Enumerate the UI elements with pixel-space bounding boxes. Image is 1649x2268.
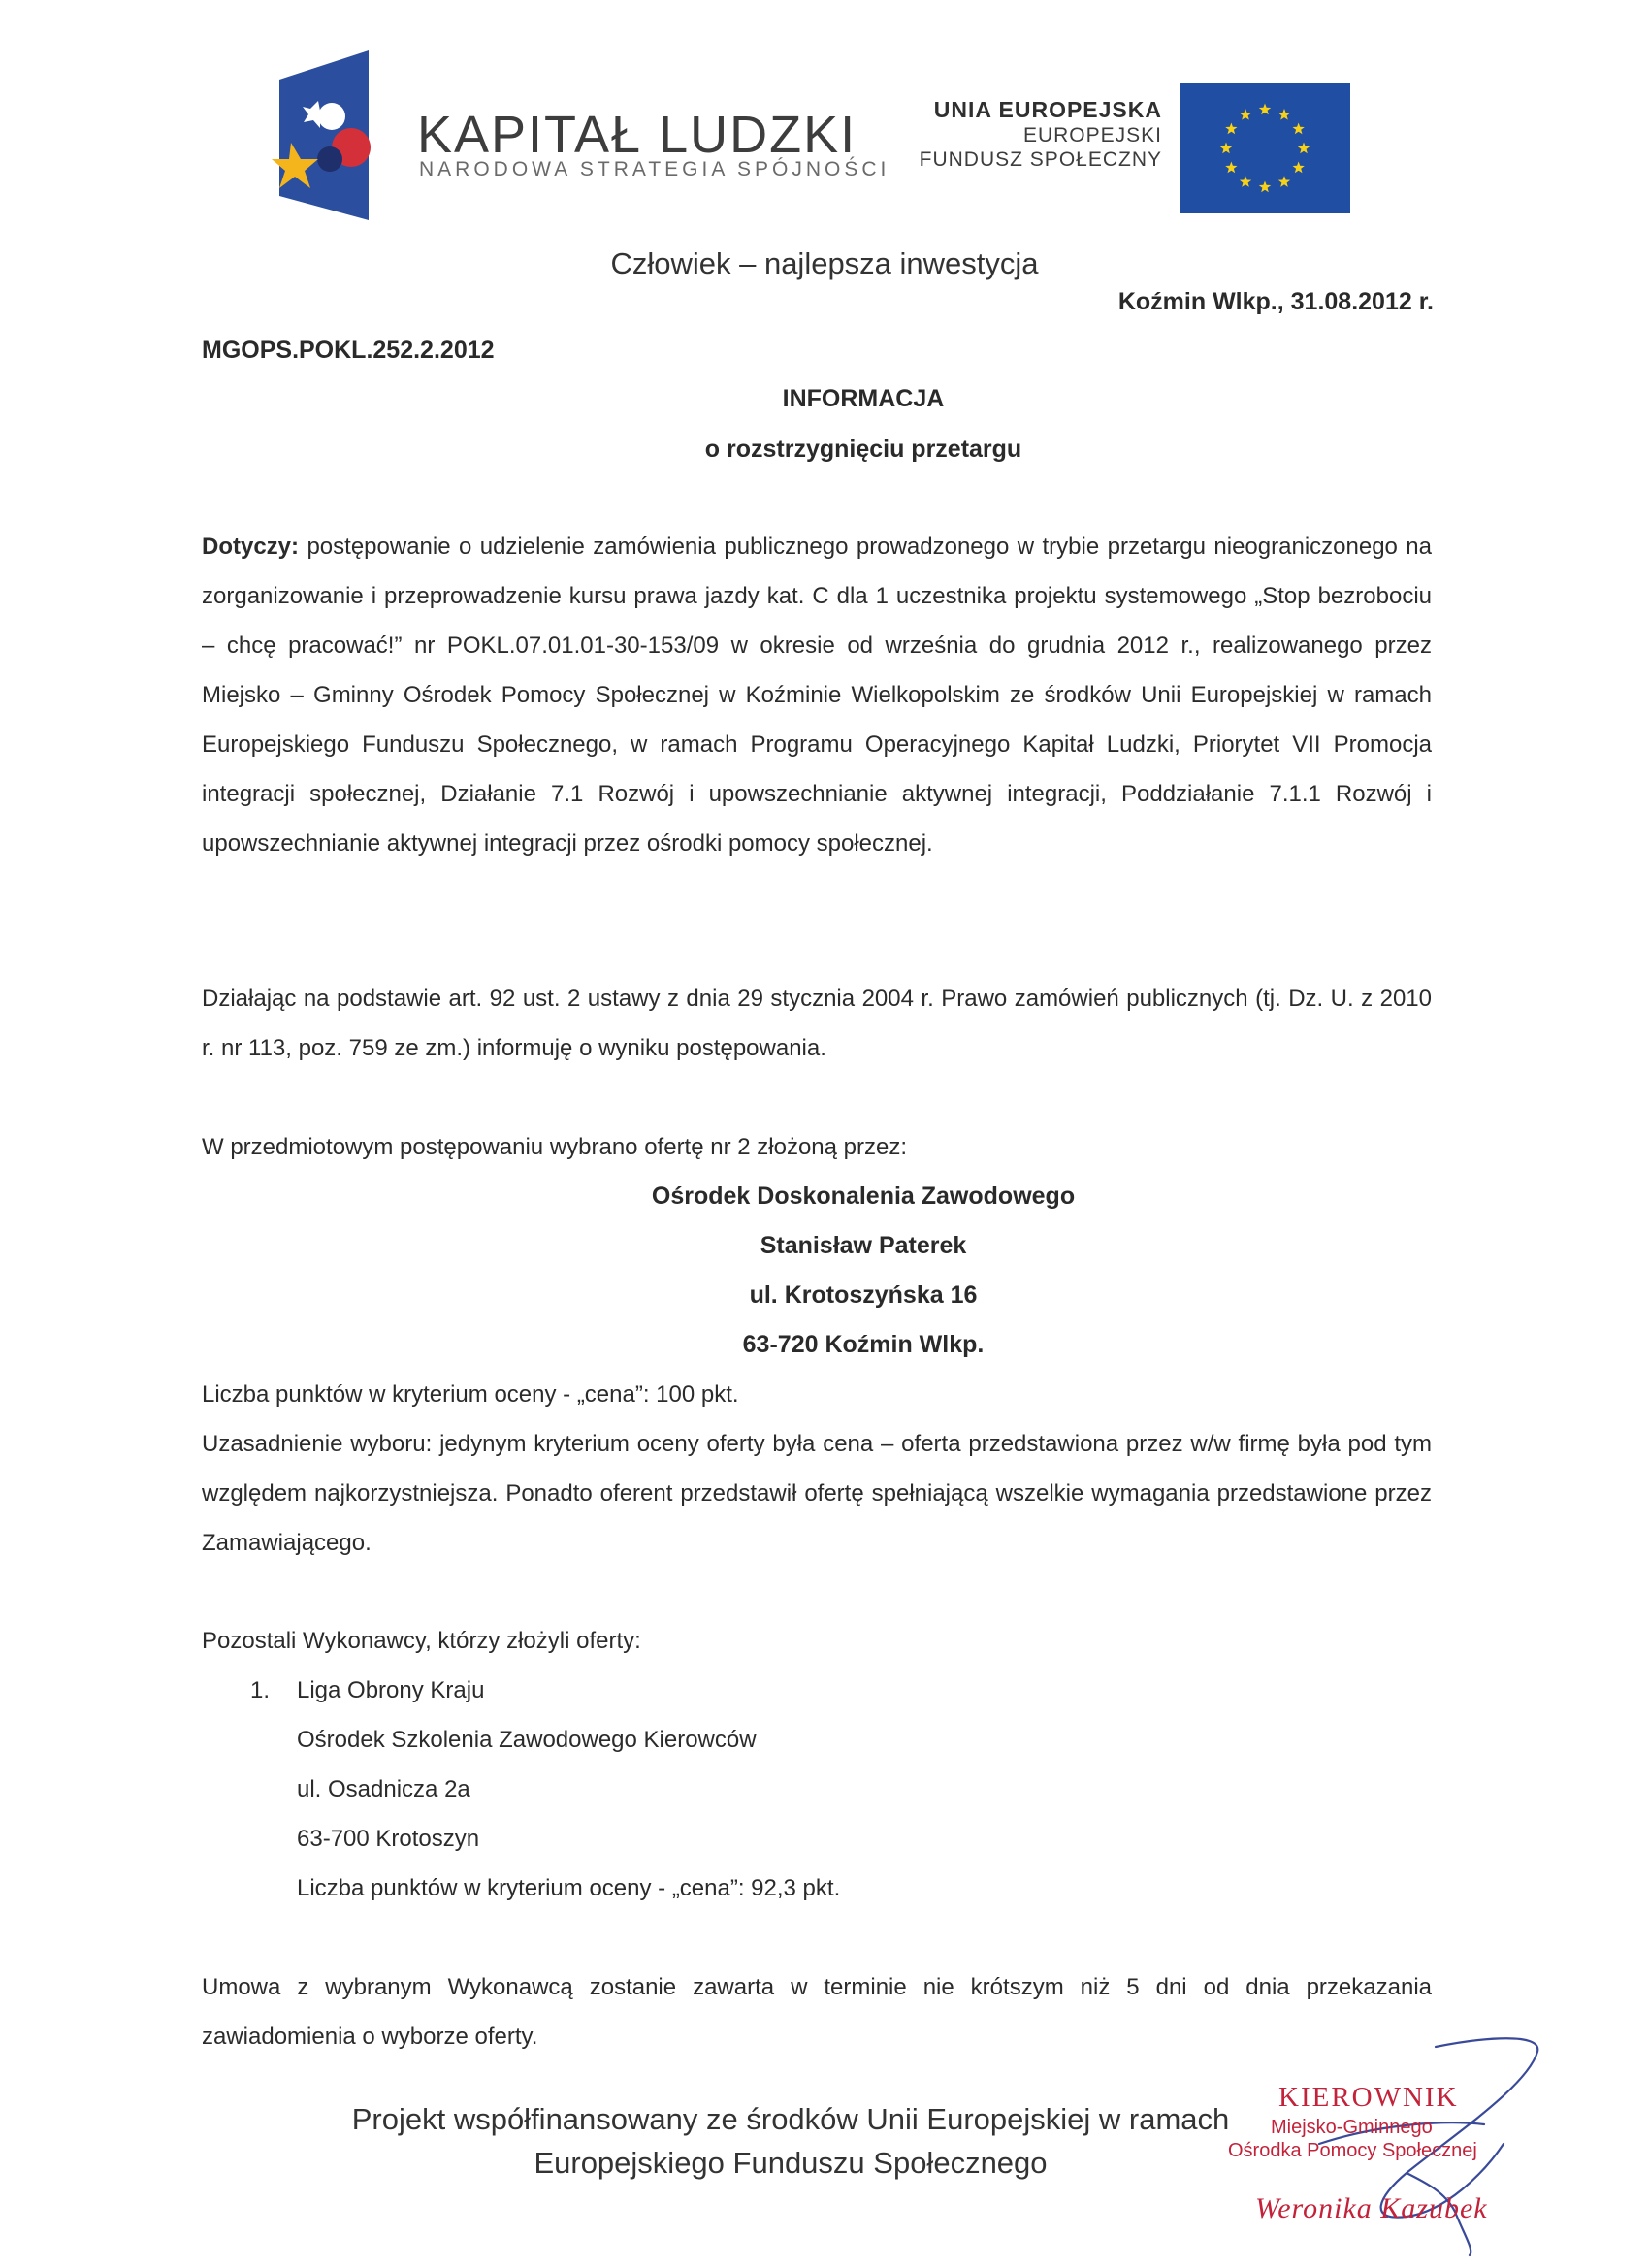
eu-line-2: EUROPEJSKI bbox=[1022, 124, 1162, 146]
footer-line-1: Projekt współfinansowany ze środków Unii Europejskiej w ramach bbox=[351, 2102, 1230, 2136]
selected-offer-text: W przedmiotowym postępowaniu wybrano ofertę nr 2 złożoną przez: bbox=[202, 1134, 908, 1160]
footer-line-2: Europejskiego Funduszu Społecznego bbox=[534, 2146, 1048, 2180]
reference-number: MGOPS.POKL.252.2.2012 bbox=[202, 337, 495, 364]
place-date: Koźmin Wlkp., 31.08.2012 r. bbox=[1117, 288, 1434, 315]
stamp-institution-line-2: Ośrodka Pomocy Społecznej bbox=[1228, 2140, 1477, 2161]
kapital-ludzki-title: KAPITAŁ LUDZKI bbox=[417, 106, 857, 164]
eu-flag-icon bbox=[1180, 83, 1350, 213]
justification-text: Uzasadnienie wyboru: jedynym kryterium oceny oferty była cena – oferta przedstawiona przez w/w firmę była pod tym względem najkorzystniejsza. Ponadto oferent przedstawił ofertę spełniającą wszelkie wymagania przedstawione przez Zamawiającego. bbox=[202, 1431, 1432, 1556]
paragraph-other-bidders bbox=[202, 1616, 1432, 1666]
list-item bbox=[297, 1666, 840, 1913]
list-item-number: 1. bbox=[250, 1677, 271, 1703]
bidder-street: ul. Osadnicza 2a bbox=[297, 1776, 470, 1802]
footer bbox=[0, 2097, 1280, 2185]
stamp-institution-line-1: Miejsko-Gminnego bbox=[1271, 2117, 1433, 2138]
document-heading: INFORMACJA bbox=[782, 385, 945, 412]
bidder-name: Liga Obrony Kraju bbox=[297, 1677, 485, 1703]
contract-text: Umowa z wybranym Wykonawcą zostanie zawarta w terminie nie krótszym niż 5 dni od dnia przekazania zawiadomienia o wyborze oferty. bbox=[202, 1974, 1432, 2050]
bidder-unit: Ośrodek Szkolenia Zawodowego Kierowców bbox=[297, 1727, 757, 1753]
stamp-name: Weronika Kazubek bbox=[1255, 2192, 1488, 2224]
paragraph-contract bbox=[202, 1962, 1432, 2061]
paragraph-justification bbox=[202, 1419, 1432, 1568]
winner-street: ul. Krotoszyńska 16 bbox=[749, 1281, 978, 1309]
other-bidders-text: Pozostali Wykonawcy, którzy złożyli oferty: bbox=[202, 1628, 641, 1654]
winner-owner: Stanisław Paterek bbox=[760, 1232, 967, 1259]
dotyczy-label: Dotyczy: bbox=[202, 534, 300, 560]
kapital-ludzki-logo-icon bbox=[272, 50, 373, 220]
motto-text: Człowiek – najlepsza inwestycja bbox=[610, 246, 1039, 280]
points-text: Liczba punktów w kryterium oceny - „cena”: 100 pkt. bbox=[202, 1381, 739, 1408]
motto bbox=[0, 246, 1649, 281]
paragraph-points bbox=[202, 1370, 1432, 1419]
winner-city: 63-720 Koźmin Wlkp. bbox=[742, 1331, 985, 1358]
eu-logo-text bbox=[793, 97, 1162, 172]
document-subheading: o rozstrzygnięciu przetargu bbox=[704, 436, 1022, 463]
kapital-ludzki-subtitle: NARODOWA STRATEGIA SPÓJNOŚCI bbox=[419, 158, 890, 180]
dotyczy-text: postępowanie o udzielenie zamówienia publicznego prowadzonego w trybie przetargu nieograniczonego na zorganizowanie i przeprowadzenie kursu prawa jazdy kat. C dla 1 uczestnika projektu systemowego „Stop bezrobociu – chcę pracować!” nr POKL.07.01.01-30-153/09 w okresie od września do grudnia 2012 r., realizowanego przez Miejsko – Gminny Ośrodek Pomocy Społecznej w Koźminie Wielkopolskim ze środków Unii Europejskiej w ramach Europejskiego Funduszu Społecznego, w ramach Programu Operacyjnego Kapitał Ludzki, Priorytet VII Promocja integracji społecznej, Działanie 7.1 Rozwój i upowszechnianie aktywnej integracji, Poddziałanie 7.1.1 Rozwój i upowszechnianie aktywnej integracji przez ośrodki pomocy społecznej. bbox=[202, 534, 1432, 857]
winner-address bbox=[0, 1172, 1649, 1370]
bidder-city: 63-700 Krotoszyn bbox=[297, 1826, 480, 1852]
stamp-title: KIEROWNIK bbox=[1278, 2082, 1459, 2113]
eu-line-1: UNIA EUROPEJSKA bbox=[933, 97, 1162, 122]
eu-line-3: FUNDUSZ SPOŁECZNY bbox=[919, 148, 1162, 171]
paragraph-legal-basis bbox=[202, 974, 1432, 1073]
legal-basis-text: Działając na podstawie art. 92 ust. 2 ustawy z dnia 29 stycznia 2004 r. Prawo zamówień publicznych (tj. Dz. U. z 2010 r. nr 113, poz. 759 ze zm.) informuję o wyniku postępowania. bbox=[202, 986, 1432, 1061]
official-stamp bbox=[1222, 2082, 1533, 2247]
paragraph-selected-offer bbox=[202, 1122, 1432, 1172]
winner-name: Ośrodek Doskonalenia Zawodowego bbox=[651, 1183, 1076, 1210]
bidder-points: Liczba punktów w kryterium oceny - „cena”: 92,3 pkt. bbox=[297, 1875, 841, 1901]
paragraph-dotyczy bbox=[202, 522, 1432, 868]
